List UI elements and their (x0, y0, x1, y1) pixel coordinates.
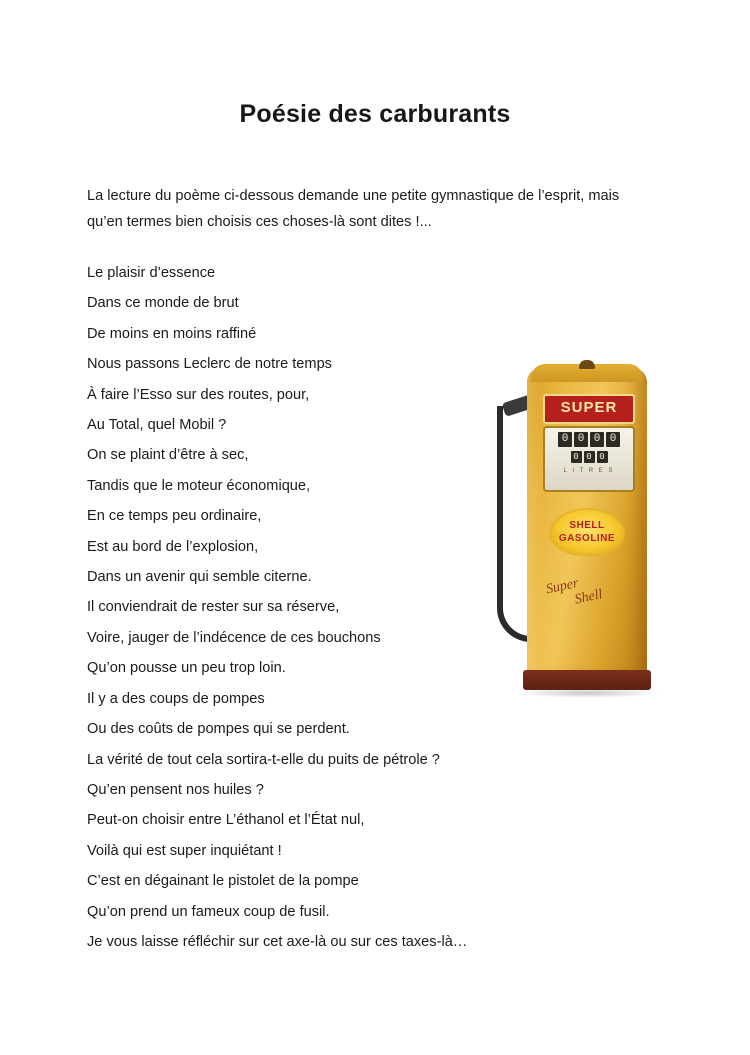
counter-unit-label: L I T R E S (563, 468, 615, 474)
poem-line: Je vous laisse réfléchir sur cet axe-là ou sur ces taxes-là… (87, 933, 468, 950)
counter-digit: 0 (571, 451, 582, 463)
pump-super-plate: SUPER (543, 394, 635, 424)
poem-line: Au Total, quel Mobil ? (87, 417, 227, 434)
poem-line: On se plaint d’être à sec, (87, 447, 249, 464)
poem-line: Dans un avenir qui semble citerne. (87, 569, 312, 586)
poem-line: Tandis que le moteur économique, (87, 477, 311, 494)
counter-digit: 0 (590, 432, 604, 447)
poem-line: Le plaisir d’essence (87, 265, 216, 281)
poem-line: Voilà qui est super inquiétant ! (87, 842, 282, 859)
counter-secondary-digits (545, 451, 633, 463)
badge-line-1: SHELL (569, 520, 605, 531)
counter-digit: 0 (574, 432, 588, 447)
poem-line: Qu’on prend un fameux coup de fusil. (87, 903, 330, 920)
poem-line: La vérité de tout cela sortira-t-elle du puits de pétrole ? (87, 751, 440, 768)
counter-digit: 0 (558, 432, 572, 447)
gas-pump-illustration (487, 358, 687, 698)
poem-line: Il conviendrait de rester sur sa réserve, (87, 599, 340, 616)
poem-line: Voire, jauger de l’indécence de ces bouchons (87, 629, 381, 646)
script-line-1: Super (544, 575, 580, 598)
script-line-2: Shell (573, 587, 604, 608)
poem-line: De moins en moins raffiné (87, 325, 257, 342)
poem-body (87, 258, 517, 957)
poem-line: À faire l’Esso sur des routes, pour, (87, 386, 310, 403)
poem-line: Qu’on pousse un peu trop loin. (87, 660, 286, 677)
shell-gasoline-badge (549, 508, 625, 556)
counter-digit: 0 (584, 451, 595, 463)
poem-line: Ou des coûts de pompes qui se perdent. (87, 721, 350, 738)
pump-top-knob (579, 360, 595, 369)
poem-line: Peut-on choisir entre L’éthanol et l’État nul, (87, 812, 365, 829)
counter-digit: 0 (606, 432, 620, 447)
poem-line: C’est en dégainant le pistolet de la pompe (87, 873, 359, 890)
poem-line: Qu’en pensent nos huiles ? (87, 781, 264, 798)
poem-line: En ce temps peu ordinaire, (87, 508, 262, 525)
pump-base (523, 670, 651, 690)
counter-digit: 0 (597, 451, 608, 463)
pump-counter-display (543, 426, 635, 492)
poem-line: Nous passons Leclerc de notre temps (87, 356, 332, 373)
counter-main-digits (545, 432, 633, 447)
page-title: Poésie des carburants (239, 100, 511, 128)
poem-line: Est au bord de l’explosion, (87, 538, 259, 555)
poem-line: Dans ce monde de brut (87, 295, 239, 312)
poem-line: Il y a des coups de pompes (87, 690, 265, 707)
intro-paragraph: La lecture du poème ci-dessous demande une petite gymnastique de l’esprit, mais qu’en termes bien choisis ces choses-là sont dites !... (87, 188, 620, 230)
badge-line-2: GASOLINE (558, 533, 616, 544)
